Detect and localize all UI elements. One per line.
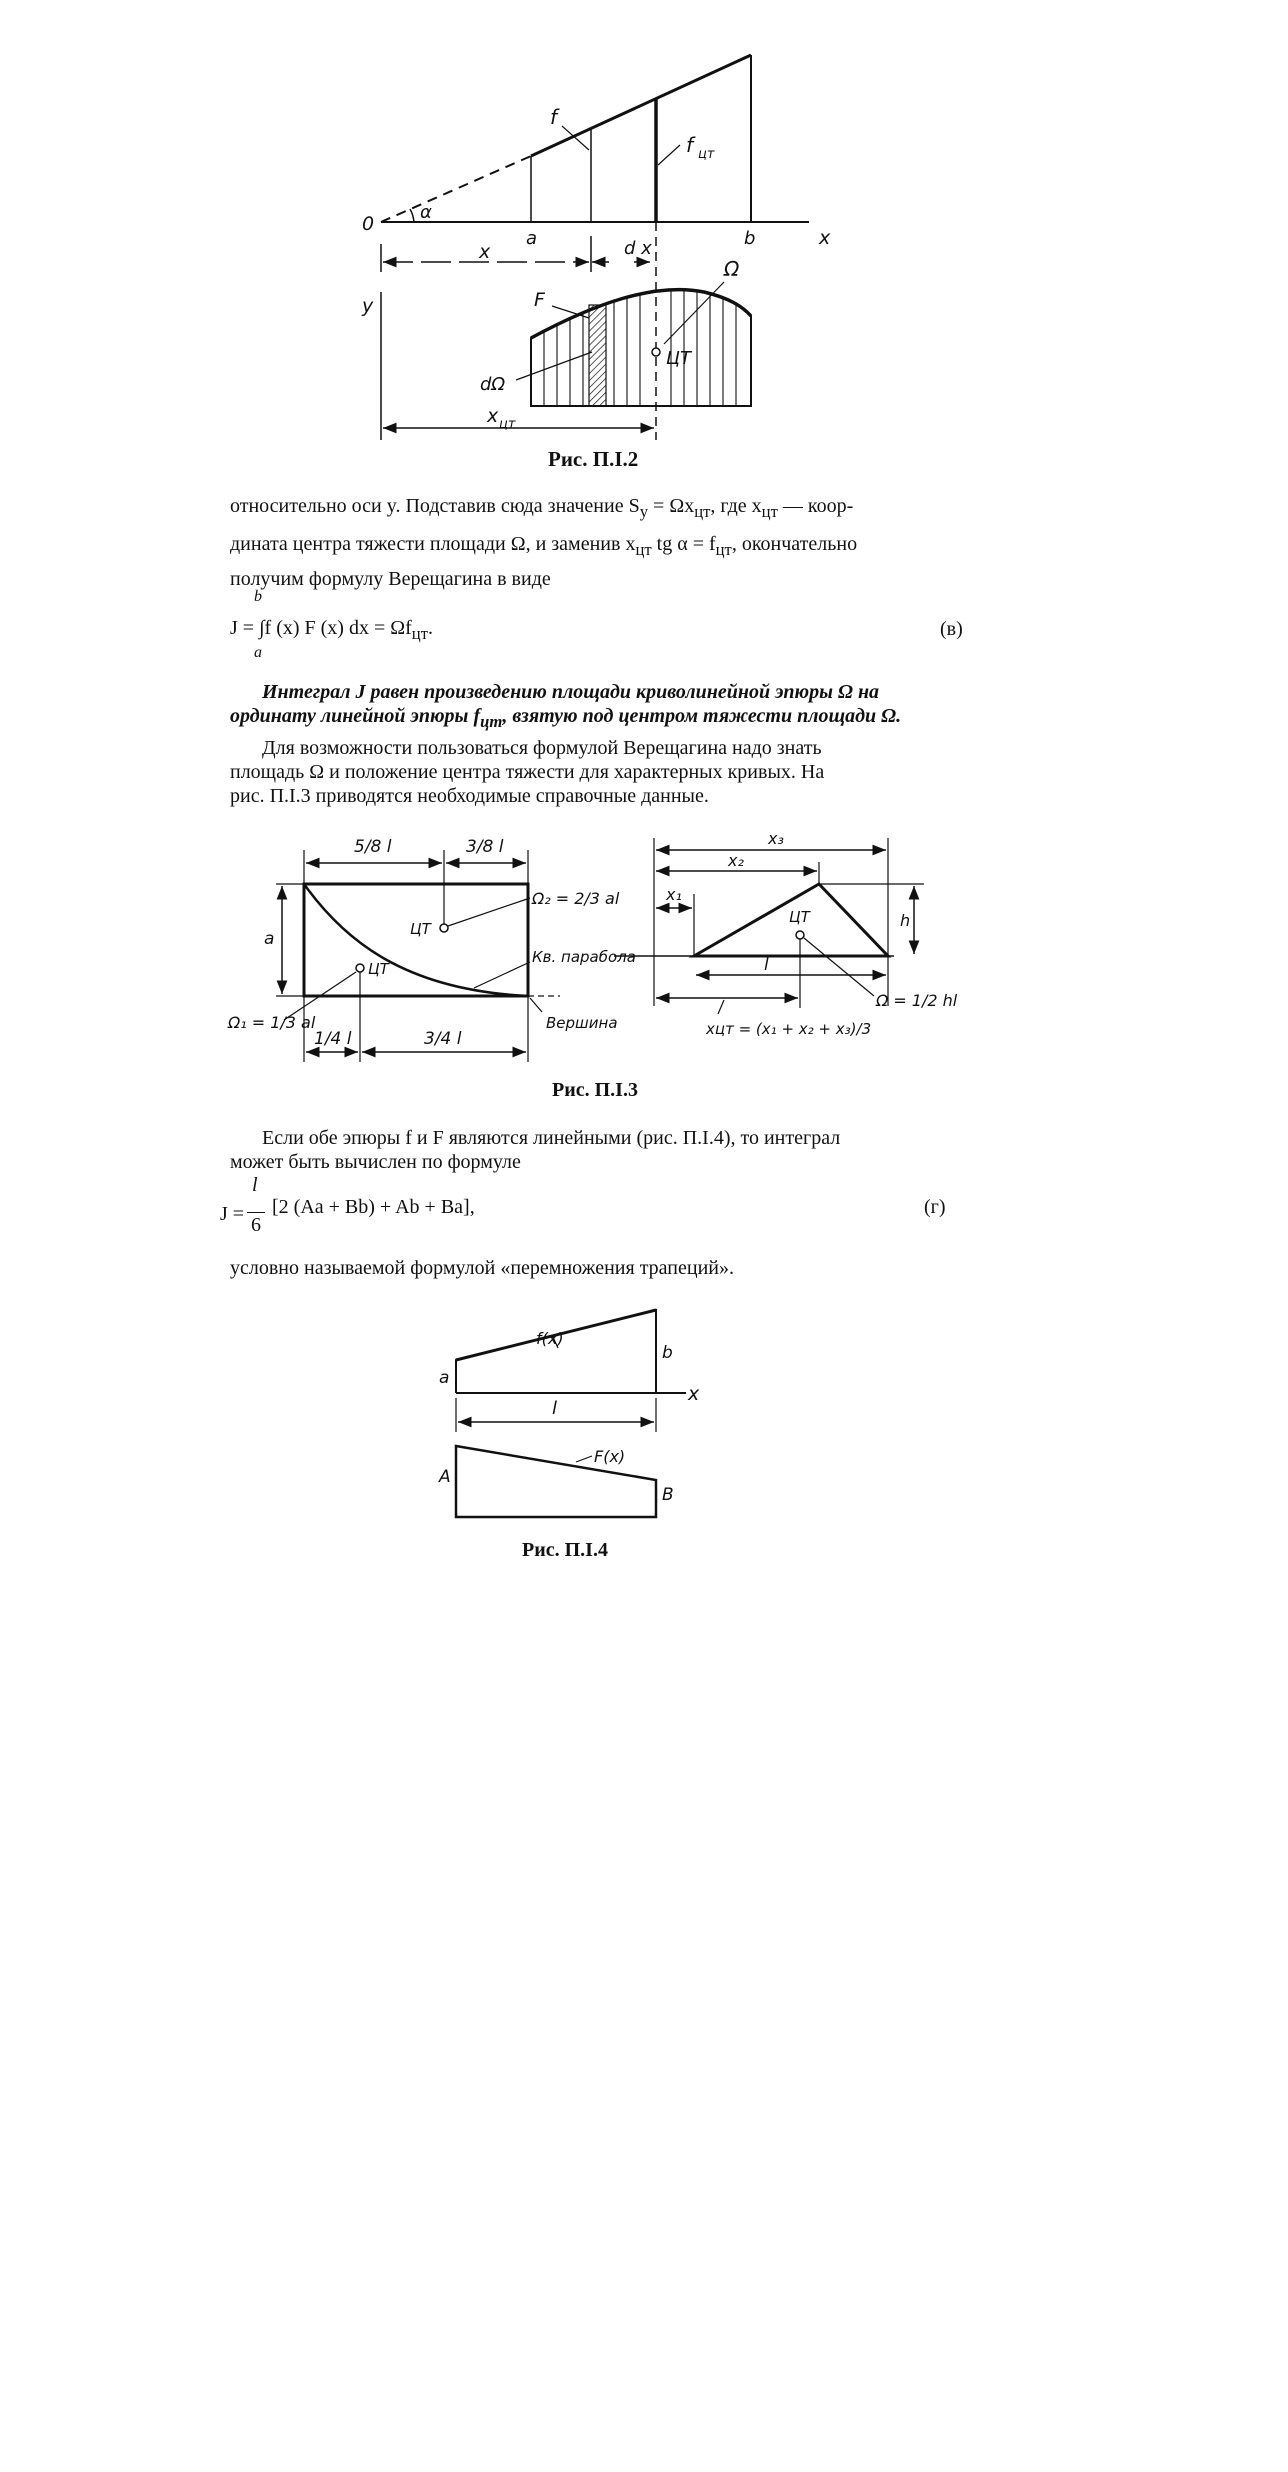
b-label: b <box>744 228 756 249</box>
text-segment: , окончательно <box>731 533 858 555</box>
omega-tri-leader <box>804 938 874 996</box>
quadratic-parabola-curve <box>304 884 528 996</box>
dim-5-8-label: 5/8 l <box>354 837 392 857</box>
a-label: a <box>439 1368 450 1388</box>
curved-diagram-top <box>531 290 751 338</box>
omega2-label: Ω₂ = 2/3 al <box>532 889 620 908</box>
x3-label: x₃ <box>768 829 784 848</box>
text-segment: = Ωx <box>648 495 695 517</box>
subscript: цт <box>694 502 711 521</box>
y-axis-label: y <box>362 295 374 317</box>
omega1-label: Ω₁ = 1/3 al <box>228 1013 316 1032</box>
centroid-omega2 <box>440 924 448 932</box>
dashed-slope-line <box>381 156 531 222</box>
subscript: цт <box>715 540 732 559</box>
f-label: f <box>550 105 558 129</box>
omega-tri-label: Ω = 1/2 hl <box>876 991 958 1010</box>
triangle-centroid <box>796 931 804 939</box>
text-line: Для возможности пользоваться формулой Верещагина надо знать <box>262 737 822 759</box>
text-segment: ординату линейной эпюры f <box>230 705 481 727</box>
linear-diagram-top <box>531 55 751 156</box>
text-line <box>230 528 970 566</box>
text-segment: , где x <box>710 495 762 517</box>
subscript: цт <box>761 502 778 521</box>
xct-label: x <box>487 405 499 427</box>
x1-label: x₁ <box>666 885 682 904</box>
text-line <box>230 490 970 528</box>
text-line: рис. П.I.3 приводятся необходимые справочные данные. <box>230 785 709 807</box>
l-tri-label: l <box>764 955 769 975</box>
italic-line: Интеграл J равен произведению площади криволинейной эпюры Ω на <box>262 681 880 703</box>
curved-diagram-hatching <box>544 291 736 406</box>
fct-label: f <box>686 133 694 157</box>
dim-3-4-label: 3/4 l <box>424 1029 462 1049</box>
figure-p-i-3 <box>228 822 1054 1102</box>
text-segment: относительно оси y. Подставив сюда значение S <box>230 495 640 517</box>
fraction-bar <box>247 1212 265 1213</box>
figure-p-i-2 <box>234 0 1054 480</box>
parabola-leader <box>474 962 530 988</box>
equation-number-v: (в) <box>940 618 963 640</box>
fct-sub-label: цт <box>698 147 715 162</box>
vertex-leader <box>530 998 542 1012</box>
figure-caption-p-i-4: Рис. П.I.4 <box>522 1539 608 1561</box>
fraction-numerator: l <box>252 1174 258 1196</box>
B-label: B <box>662 1485 674 1505</box>
text-segment: , взятую под центром тяжести площади Ω. <box>502 705 902 727</box>
text-segment: . <box>427 617 433 639</box>
formula-g-prefix: J = <box>220 1203 245 1225</box>
subscript: цт <box>635 540 652 559</box>
text-line: площадь Ω и положение центра тяжести для характерных кривых. На <box>230 761 825 783</box>
dx-label: d x <box>624 238 652 259</box>
A-label: A <box>439 1467 451 1487</box>
h-label: h <box>900 911 911 930</box>
dim-x-label: x <box>479 241 491 263</box>
centroid-marker <box>652 348 660 356</box>
F-label: F <box>534 289 545 311</box>
formula-v <box>230 612 970 650</box>
integral-lower-limit: a <box>254 644 262 661</box>
tri-ct-label: ЦТ <box>789 908 810 926</box>
l-label: l <box>552 1398 558 1419</box>
centroid-omega1 <box>356 964 364 972</box>
formula-body: J = ∫f (x) F (x) dx = Ωf <box>230 617 412 639</box>
d-omega-leader <box>516 352 592 380</box>
x2-label: x₂ <box>728 851 744 870</box>
parabola-label: Кв. парабола <box>532 948 636 966</box>
text-line: условно называемой формулой «перемножения трапеций». <box>230 1257 734 1279</box>
book-page <box>220 0 1054 2472</box>
b-label: b <box>662 1343 673 1363</box>
alpha-label: α <box>420 202 432 223</box>
a-label: a <box>526 228 538 249</box>
x-label: x <box>688 1383 700 1405</box>
x-axis-label: x <box>819 227 831 249</box>
dim-3-8-label: 3/8 l <box>466 837 504 857</box>
angle-arc <box>410 209 414 222</box>
a-dim-label: a <box>264 929 275 949</box>
text-segment: — коор- <box>777 495 854 517</box>
xct-formula-label: xцт = (x₁ + x₂ + x₃)/3 <box>706 1020 872 1038</box>
text-segment: дината центра тяжести площади Ω, и заменив x <box>230 533 636 555</box>
subscript: y <box>639 502 649 521</box>
fx-label: f(x) <box>536 1329 564 1348</box>
equation-number-g: (г) <box>924 1196 946 1218</box>
xct-sub-label: цт <box>499 417 516 432</box>
figure-caption-p-i-2: Рис. П.I.2 <box>548 447 639 471</box>
parabola-rectangle <box>304 884 528 996</box>
integral-upper-limit: b <box>254 588 262 605</box>
subscript: цт <box>480 712 503 731</box>
origin-label: 0 <box>362 213 375 235</box>
d-omega-label: dΩ <box>480 374 506 395</box>
vertex-label: Вершина <box>546 1014 618 1032</box>
subscript: цт <box>411 624 428 643</box>
ct-omega2-label: ЦТ <box>410 920 431 938</box>
curved-diagram-outline <box>531 290 751 406</box>
fct-leader <box>658 145 680 165</box>
dim-1-4-label: 1/4 l <box>314 1029 352 1049</box>
ct-label: ЦТ <box>666 348 691 369</box>
figure-p-i-4 <box>234 1300 1054 1890</box>
xct-formula-leader <box>718 1000 724 1014</box>
d-omega-strip <box>589 305 606 406</box>
text-segment: tg α = f <box>651 533 716 555</box>
Fx-leader <box>576 1456 592 1462</box>
Fx-label: F(x) <box>594 1447 626 1466</box>
text-line: Если обе эпюры f и F являются линейными (рис. П.I.4), то интеграл <box>262 1127 841 1149</box>
formula-g-body: [2 (Aa + Bb) + Ab + Ba], <box>272 1196 475 1218</box>
F-trapezoid <box>456 1446 656 1517</box>
figure-caption-p-i-3: Рис. П.I.3 <box>552 1079 638 1101</box>
ct-omega1-label: ЦТ <box>368 960 389 978</box>
text-line: может быть вычислен по формуле <box>230 1151 521 1173</box>
text-line: получим формулу Верещагина в виде <box>230 568 551 590</box>
fraction-denominator: 6 <box>251 1214 261 1236</box>
omega2-leader <box>448 898 530 926</box>
omega-label: Ω <box>724 257 740 281</box>
